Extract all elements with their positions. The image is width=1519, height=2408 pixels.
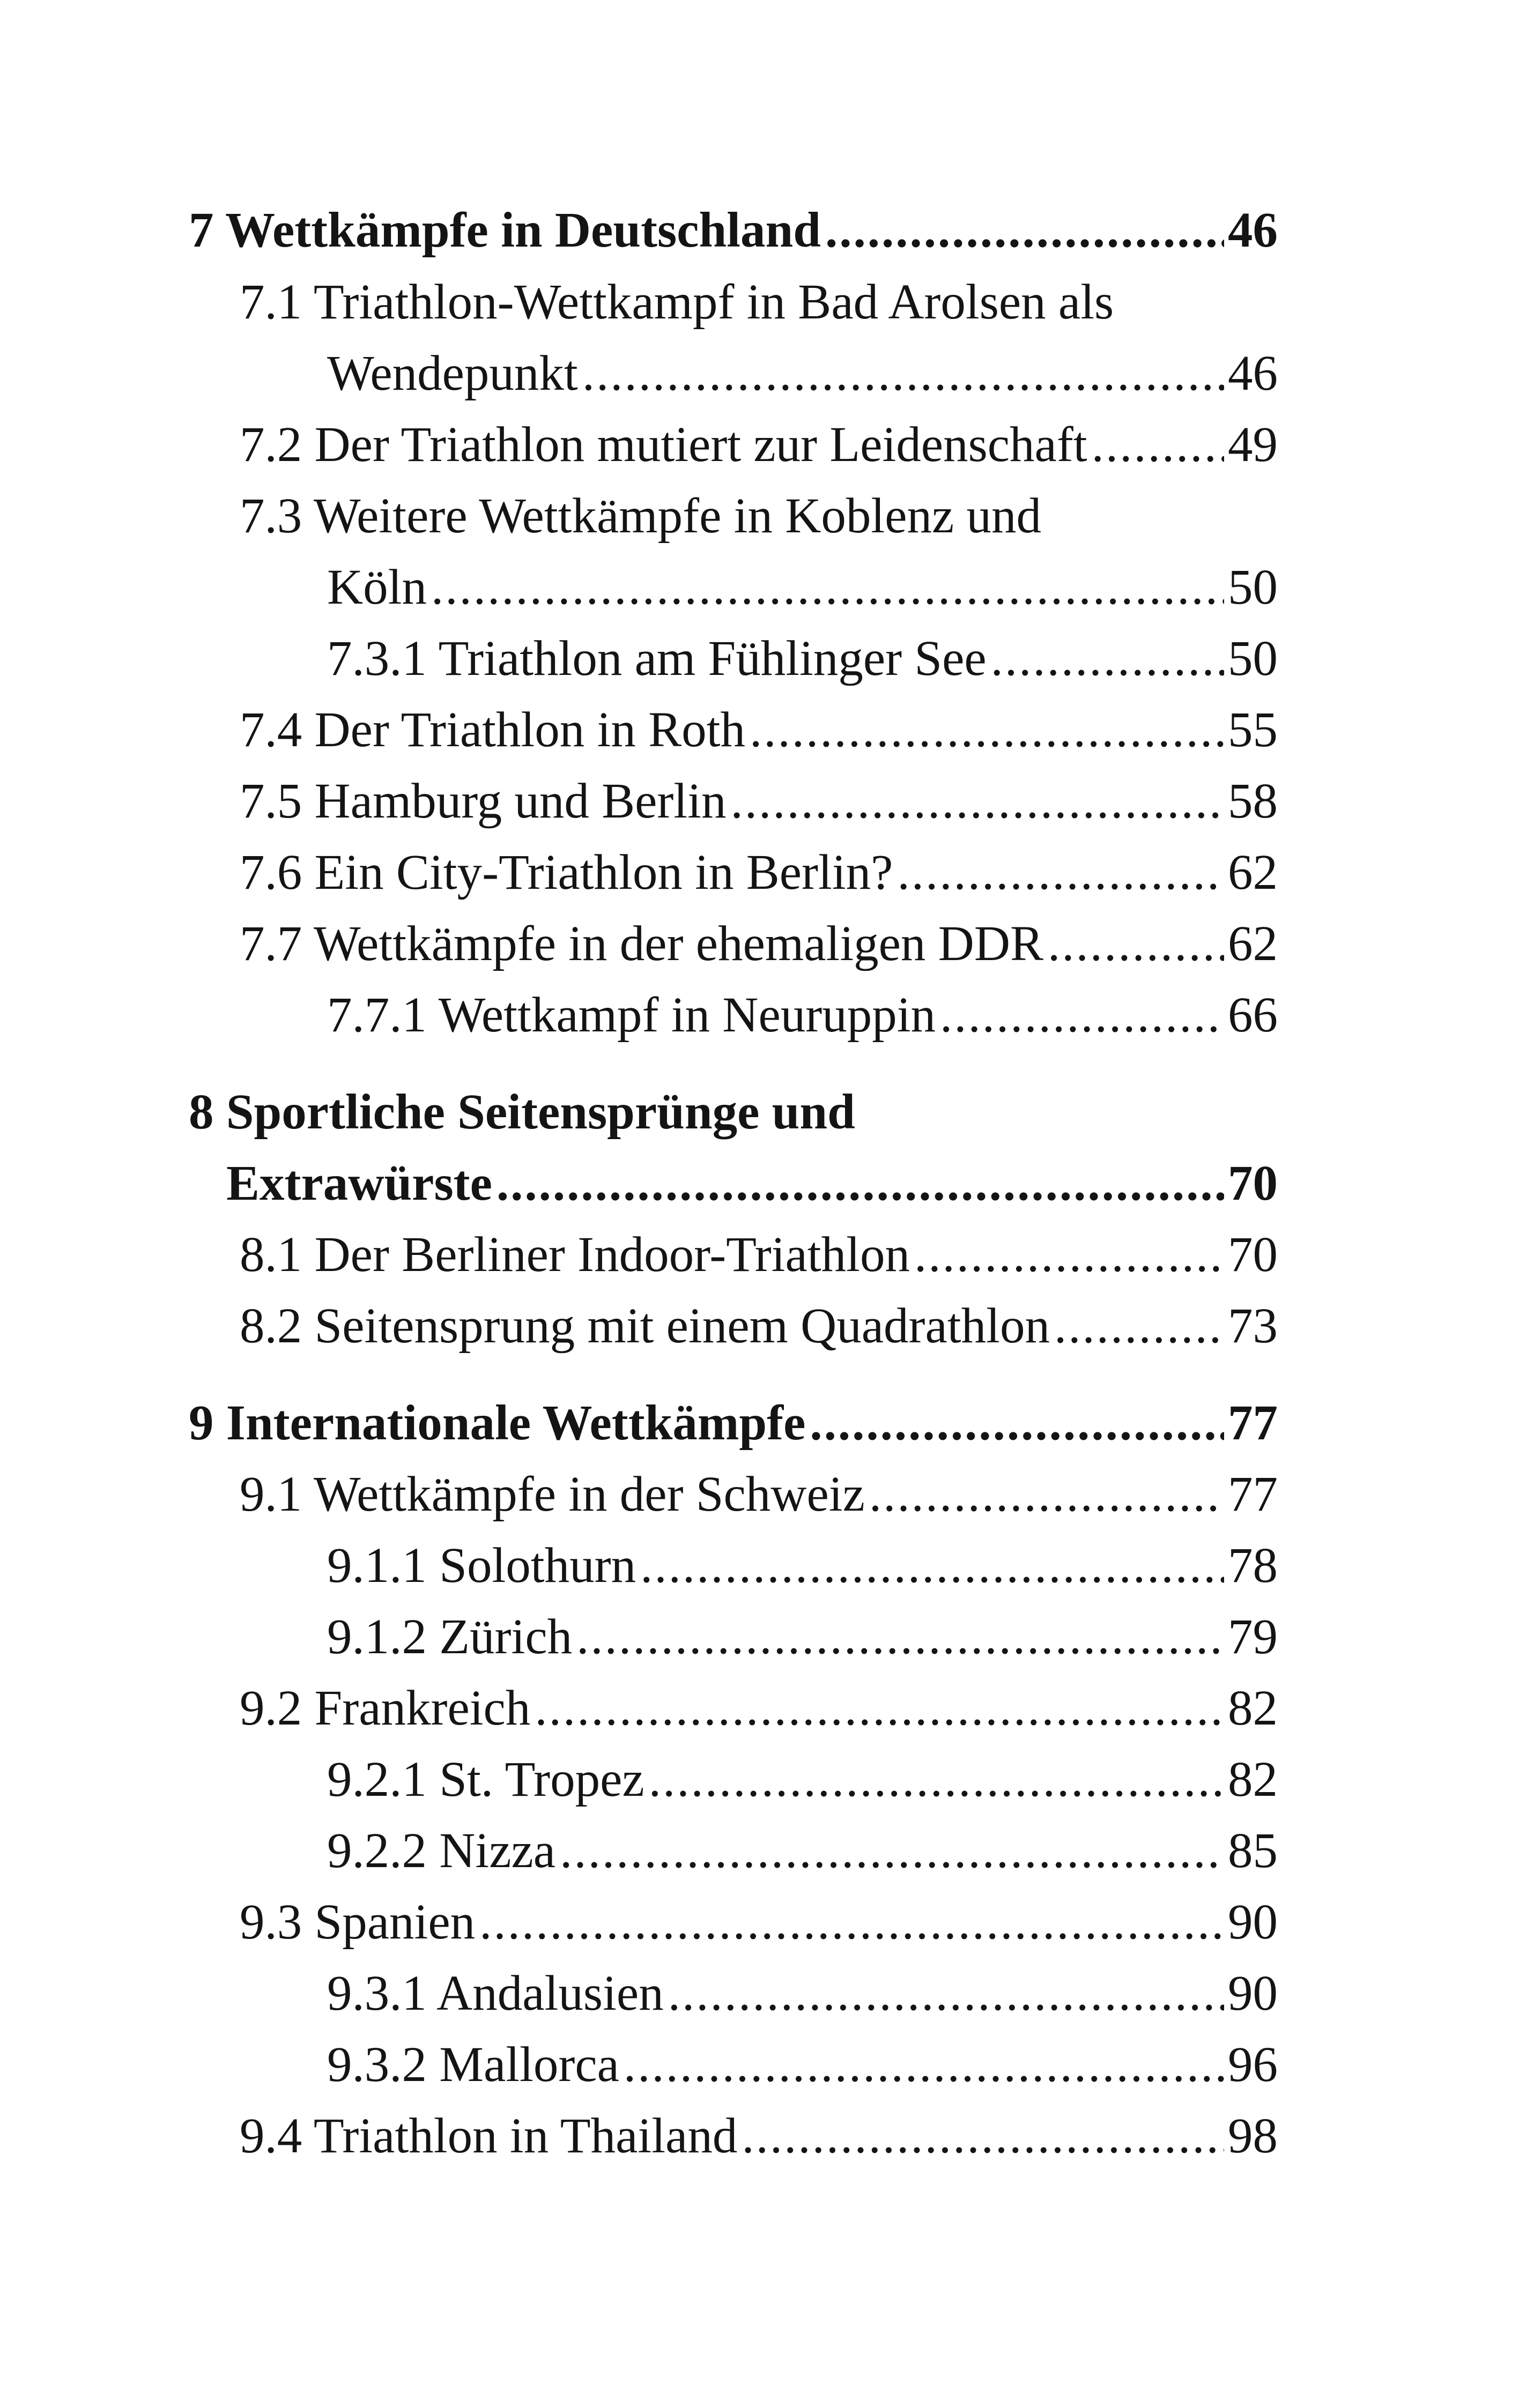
- toc-page-number: 77: [1228, 1467, 1278, 1522]
- toc-page-number: 78: [1228, 1538, 1278, 1593]
- toc-page-number: 79: [1228, 1609, 1278, 1664]
- toc-page-number: 90: [1228, 1894, 1278, 1950]
- toc-entry-s8-1: [0, 1223, 1519, 1287]
- toc-leader-dots: [572, 1605, 1224, 1669]
- toc-entry-s7-3-a: [0, 484, 1519, 548]
- toc-entry-title: Wendepunkt: [327, 346, 578, 401]
- toc-entry-title: 7.2 Der Triathlon mutiert zur Leidenschaft: [240, 417, 1087, 472]
- toc-entry-title: 8.1 Der Berliner Indoor-Triathlon: [240, 1227, 910, 1282]
- toc-leader-dots: [893, 841, 1224, 905]
- toc-leader-dots: [1087, 413, 1224, 477]
- toc-leader-dots: [578, 341, 1224, 406]
- toc-entry-s9-4: [0, 2104, 1519, 2168]
- toc-entry-s9-3-2: [0, 2033, 1519, 2097]
- toc-page-number: 50: [1228, 560, 1278, 615]
- toc-entry-title: 7.7 Wettkämpfe in der ehemaligen DDR: [240, 916, 1044, 971]
- toc-leader-dots: [492, 1151, 1224, 1216]
- toc-page-number: 96: [1228, 2037, 1278, 2092]
- toc-entry-title: 9 Internationale Wettkämpfe: [189, 1395, 806, 1451]
- toc-entry-s8-2: [0, 1294, 1519, 1358]
- toc-leader-dots: [910, 1223, 1224, 1287]
- toc-leader-dots: [664, 1961, 1224, 2026]
- toc-leader-dots: [936, 983, 1224, 1047]
- toc-entry-title: 9.3.1 Andalusien: [327, 1966, 664, 2021]
- toc-page-number: 98: [1228, 2108, 1278, 2164]
- toc-page-number: 73: [1228, 1298, 1278, 1354]
- toc-entry-title: 9.2.2 Nizza: [327, 1823, 556, 1878]
- toc-entry-title: 9.3 Spanien: [240, 1894, 476, 1950]
- toc-entry-title: 7.4 Der Triathlon in Roth: [240, 702, 745, 757]
- toc-page-number: 77: [1228, 1395, 1278, 1451]
- toc-entry-title: 8.2 Seitensprung mit einem Quadrathlon: [240, 1298, 1050, 1354]
- toc-entry-s9-1: [0, 1462, 1519, 1527]
- toc-leader-dots: [727, 769, 1224, 834]
- toc-entry-s7-1-b: [0, 341, 1519, 406]
- toc-entry-title: 7.7.1 Wettkampf in Neuruppin: [327, 987, 936, 1043]
- toc-entry-s9-1-1: [0, 1534, 1519, 1598]
- toc-entry-s9-3: [0, 1890, 1519, 1954]
- toc-entry-title: 7.3.1 Triathlon am Fühlinger See: [327, 631, 987, 686]
- toc-entry-s9-3-1: [0, 1961, 1519, 2026]
- toc-leader-dots: [805, 1391, 1224, 1455]
- toc-page-number: 70: [1228, 1156, 1278, 1211]
- toc-leader-dots: [987, 627, 1224, 691]
- toc-leader-dots: [1043, 912, 1224, 976]
- toc-entry-s7-2: [0, 413, 1519, 477]
- toc-entry-s7-6: [0, 841, 1519, 905]
- toc-entry-title: Köln: [327, 560, 427, 615]
- toc-entry-s9-1-2: [0, 1605, 1519, 1669]
- toc-entry-title: 8 Sportliche Seitensprünge und: [189, 1084, 855, 1140]
- toc-page-number: 62: [1228, 845, 1278, 900]
- toc-leader-dots: [555, 1819, 1224, 1883]
- toc-entry-title: 9.1 Wettkämpfe in der Schweiz: [240, 1467, 865, 1522]
- toc-entry-s9-2-1: [0, 1748, 1519, 1812]
- toc-leader-dots: [636, 1534, 1224, 1598]
- toc-leader-dots: [619, 2033, 1224, 2097]
- toc-entry-s7-3-b: [0, 555, 1519, 620]
- toc-leader-dots: [530, 1676, 1224, 1741]
- toc-leader-dots: [644, 1748, 1224, 1812]
- toc-entry-s9-2: [0, 1676, 1519, 1741]
- toc-entry-s7-4: [0, 698, 1519, 762]
- toc-entry-title: 9.2 Frankreich: [240, 1681, 531, 1736]
- toc-entry-s7-5: [0, 769, 1519, 834]
- toc-entry-title: 7.5 Hamburg und Berlin: [240, 774, 727, 829]
- toc-page-number: 62: [1228, 916, 1278, 971]
- toc-page-number: 85: [1228, 1823, 1278, 1878]
- toc-entry-title: 7 Wettkämpfe in Deutschland: [189, 203, 821, 258]
- toc-page-number: 90: [1228, 1966, 1278, 2021]
- toc-leader-dots: [737, 2104, 1224, 2168]
- toc-entry-title: Extrawürste: [226, 1156, 492, 1211]
- toc-entry-title: 9.1.2 Zürich: [327, 1609, 573, 1664]
- toc-entry-title: 9.3.2 Mallorca: [327, 2037, 619, 2092]
- toc-leader-dots: [865, 1462, 1224, 1527]
- toc-entry-ch7: [0, 198, 1519, 263]
- toc-entry-title: 7.1 Triathlon-Wettkampf in Bad Arolsen als: [240, 274, 1114, 330]
- toc-entry-s7-3-1: [0, 627, 1519, 691]
- toc-leader-dots: [427, 555, 1224, 620]
- toc-leader-dots: [1050, 1294, 1224, 1358]
- toc-entry-title: 9.2.1 St. Tropez: [327, 1752, 644, 1807]
- toc-page-number: 70: [1228, 1227, 1278, 1282]
- toc-entry-s9-2-2: [0, 1819, 1519, 1883]
- toc-entry-title: 7.6 Ein City-Triathlon in Berlin?: [240, 845, 893, 900]
- toc-leader-dots: [821, 198, 1224, 263]
- toc-entry-s7-7-1: [0, 983, 1519, 1047]
- toc-leader-dots: [475, 1890, 1224, 1954]
- toc-page-number: 55: [1228, 702, 1278, 757]
- toc-entry-s7-7: [0, 912, 1519, 976]
- toc-entry-s7-1-a: [0, 270, 1519, 335]
- toc-page-number: 58: [1228, 774, 1278, 829]
- toc-entry-title: 9.1.1 Solothurn: [327, 1538, 636, 1593]
- toc-entry-ch8-b: [0, 1151, 1519, 1216]
- toc-page-number: 82: [1228, 1752, 1278, 1807]
- toc-page-number: 46: [1228, 346, 1278, 401]
- toc-page-number: 82: [1228, 1681, 1278, 1736]
- toc-page-number: 50: [1228, 631, 1278, 686]
- toc-leader-dots: [745, 698, 1224, 762]
- toc-entry-title: 9.4 Triathlon in Thailand: [240, 2108, 738, 2164]
- toc-entry-title: 7.3 Weitere Wettkämpfe in Koblenz und: [240, 488, 1041, 544]
- toc-page-number: 66: [1228, 987, 1278, 1043]
- toc-entry-ch8-a: [0, 1080, 1519, 1144]
- toc-entry-ch9: [0, 1391, 1519, 1455]
- toc-page-number: 49: [1228, 417, 1278, 472]
- toc-page-number: 46: [1228, 203, 1278, 258]
